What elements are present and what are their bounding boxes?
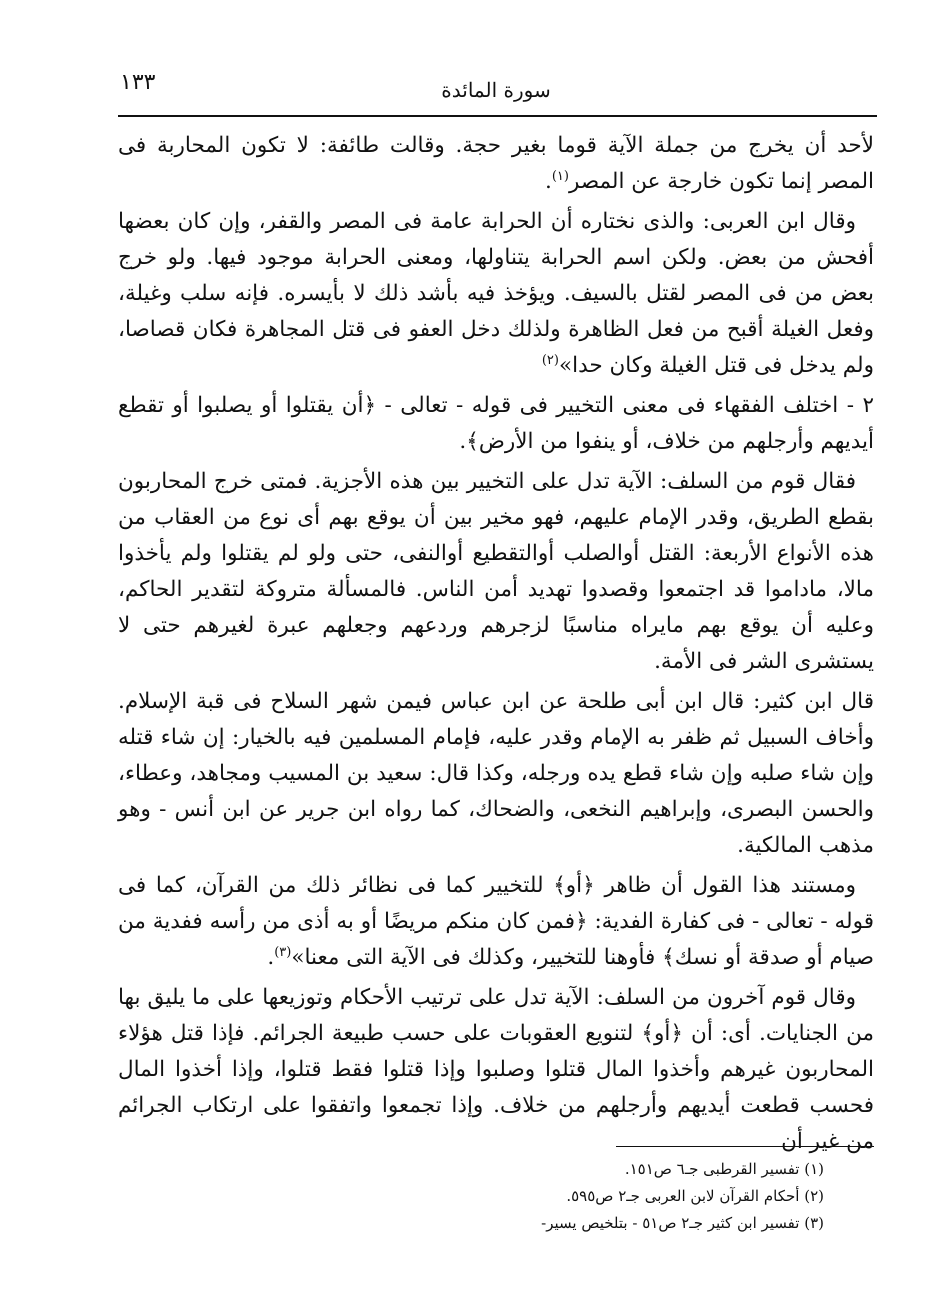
surah-title: سورة المائدة: [441, 78, 551, 102]
footnote-1: (١) تفسير القرطبى جـ٦ ص١٥١.: [624, 1160, 824, 1178]
footnote-ref-1: (١): [551, 168, 569, 184]
footnote-ref-2: (٢): [541, 352, 559, 368]
footnote-2: (٢) أحكام القرآن لابن العربى جـ٢ ص٥٩٥.: [566, 1187, 824, 1205]
footnote-3: (٣) تفسير ابن كثير جـ٢ ص٥١ - بتلخيص يسير-: [541, 1214, 824, 1232]
paragraph-4: فقال قوم من السلف: الآية تدل على التخيير بين هذه الأجزية. فمتى خرج المحاربون بقطع الطريق، وقدر الإمام عليهم، فهو مخير بين أن يوقع بهم أى نوع من العقاب من هذه الأنواع الأربعة: القتل أوالصلب أوالتقطيع أوالنفى، حتى ولو لم يقتلوا ولم يأخذوا مالا، ماداموا قد اجتمعوا وقصدوا تهديد أمن الناس. فالمسألة متروكة لتقدير الحاكم، وعليه أن يوقع بهم مايراه مناسبًا لزجرهم وردعهم وجعلهم عبرة لغيرهم حتى لا يستشرى الشر فى الأمة.: [118, 469, 874, 674]
paragraph-7: وقال قوم آخرون من السلف: الآية تدل على ترتيب الأحكام وتوزيعها على ما يليق بها من الجنايات. أى: أن ﴿أو﴾ لتنويع العقوبات على حسب طبيعة الجرائم. فإذا قتل هؤلاء المحاربون غيرهم وأخذوا المال قتلوا وصلبوا وإذا قتلوا فقط قتلوا، وإذا أخذوا المال فحسب قطعت أيديهم وأرجلهم من خلاف. وإذا تجمعوا واتفقوا على ارتكاب الجرائم من غير أن: [118, 985, 874, 1154]
footnote-ref-3: (٣): [274, 944, 292, 960]
footnote-rule: [616, 1146, 874, 1147]
page-header: [120, 68, 872, 112]
paragraph-5: قال ابن كثير: قال ابن أبى طلحة عن ابن عباس فيمن شهر السلاح فى قبة الإسلام. وأخاف السبيل ثم ظفر به الإمام وقدر عليه، فإمام المسلمين فيه بالخيار: إن شاء قتله وإن شاء صلبه وإن شاء قطع يده ورجله، وكذا قال: سعيد بن المسيب ومجاهد، وعطاء، والحسن البصرى، وإبراهيم النخعى، والضحاك، كما رواه ابن جرير عن ابن أنس - وهو مذهب المالكية.: [118, 689, 874, 858]
header-rule: [118, 115, 877, 117]
paragraph-6: ومستند هذا القول أن ظاهر ﴿أو﴾ للتخيير كما فى نظائر ذلك من القرآن، كما فى قوله - تعالى - فى كفارة الفدية: ﴿فمن كان منكم مريضًا أو به أذى من رأسه ففدية من صيام أو صدقة أو نسك﴾ فأوهنا للتخيير، وكذلك فى الآية التى معنا»$^{(٣)}$.: [118, 873, 874, 970]
body-text: [118, 128, 874, 1164]
footnotes: [264, 1156, 824, 1237]
paragraph-2: وقال ابن العربى: والذى نختاره أن الحرابة عامة فى المصر والقفر، وإن كان بعضها أفحش من بعض. ولكن اسم الحرابة يتناولها، ومعنى الحرابة موجود فيها. ولو خرج بعض من فى المصر لقتل بالسيف. ويؤخذ فيه بأشد ذلك لا بأيسره. فإنه سلب وغيلة، وفعل الغيلة أقبح من فعل الظاهرة ولذلك دخل العفو فى قتل المجاهرة فكان قصاصا، ولم يدخل فى قتل الغيلة وكان حدا»$^{(٢)}$: [118, 209, 874, 378]
page-number: ١٣٣: [120, 70, 156, 95]
paragraph-3: ٢ - اختلف الفقهاء فى معنى التخيير فى قوله - تعالى - ﴿أن يقتلوا أو يصلبوا أو تقطع أيديهم وأرجلهم من خلاف، أو ينفوا من الأرض﴾.: [118, 393, 874, 454]
paragraph-1: لأحد أن يخرج من جملة الآية قوما بغير حجة. وقالت طائفة: لا تكون المحاربة فى المصر إنما تكون خارجة عن المصر$^{(١)}$.: [118, 133, 874, 194]
